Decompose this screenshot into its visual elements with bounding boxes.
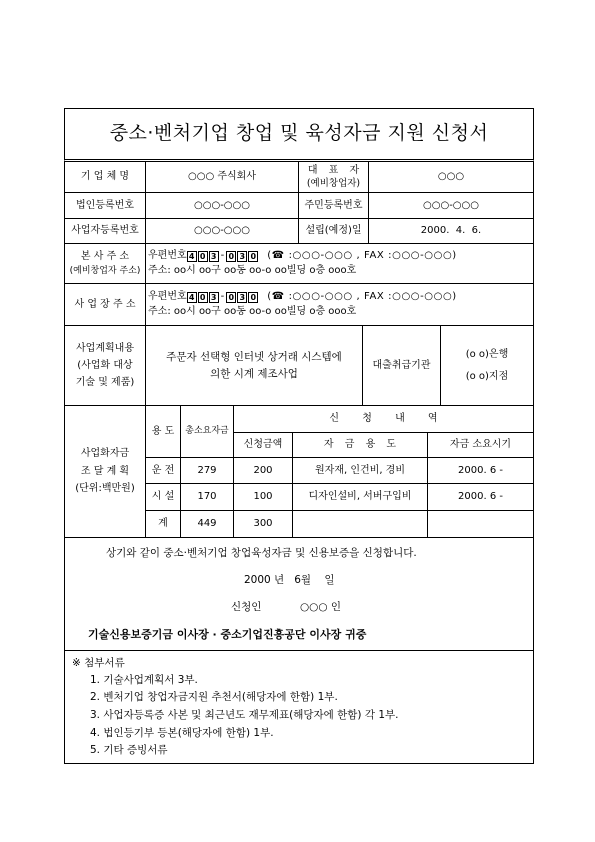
postal-digit: 4 xyxy=(187,251,197,262)
lender-value xyxy=(440,325,534,406)
postal-label: 우편번호 xyxy=(148,291,187,303)
funding-row-purpose: 디자인설비, 서버구입비 xyxy=(292,483,428,511)
company-name-label: 기 업 체 명 xyxy=(64,161,146,193)
funding-row-request: 200 xyxy=(233,457,293,484)
resident-reg-value: ○○○-○○○ xyxy=(368,192,534,219)
attachment-item: 5. 기타 증빙서류 xyxy=(90,744,168,756)
funding-label xyxy=(64,405,146,538)
declaration-date: 2000 년 6월 일 xyxy=(244,574,335,586)
funding-label-line1: 사업화자금 xyxy=(80,448,130,460)
postal-digit: 3 xyxy=(209,251,219,262)
funding-row-timing: 2000. 6 - xyxy=(427,483,534,511)
head-office-label-line2: (예비창업자 주소) xyxy=(69,265,141,276)
funding-label-line2: 조 달 계 획 xyxy=(80,465,130,477)
funding-row-timing: 2000. 6 - xyxy=(427,457,534,484)
postal-label: 우편번호 xyxy=(148,250,187,262)
funding-row-request: 100 xyxy=(233,483,293,511)
postal-digit: 3 xyxy=(237,292,247,303)
funding-header-request-group: 신 청 내 역 xyxy=(233,405,534,433)
lender-branch: (o o)지점 xyxy=(465,370,509,382)
representative-label-line2: (예비창업자) xyxy=(306,178,361,189)
postal-digit: 0 xyxy=(226,292,236,303)
declaration-statement: 상기와 같이 중소·벤처기업 창업육성자금 및 신용보증을 신청합니다. xyxy=(106,547,417,559)
biz-reg-label: 사업자등록번호 xyxy=(64,218,146,244)
postal-digit: 4 xyxy=(187,292,197,303)
corp-reg-value: ○○○-○○○ xyxy=(145,192,299,219)
business-site-label: 사 업 장 주 소 xyxy=(64,283,146,326)
funding-sum-request: 300 xyxy=(233,510,293,538)
head-office-address: 주소: oo시 oo구 oo동 oo-o oo빌딩 o층 ooo호 xyxy=(148,265,357,277)
head-office-label xyxy=(64,243,146,284)
lender-bank: (o o)은행 xyxy=(465,348,509,360)
head-office-address-cell xyxy=(145,243,534,284)
applicant-label: 신청인 xyxy=(231,601,262,613)
plan-label xyxy=(64,325,146,406)
applicant-value: ○○○ 인 xyxy=(300,601,341,613)
attachments-heading: ※ 첨부서류 xyxy=(72,657,125,669)
business-site-postal-line xyxy=(148,290,457,305)
plan-content xyxy=(145,325,363,406)
founding-date-label: 설립(예정)일 xyxy=(298,218,369,244)
postal-digit: 0 xyxy=(248,292,258,303)
funding-label-line3: (단위:백만원) xyxy=(75,483,135,495)
funding-header-total: 총소요자금 xyxy=(180,405,234,458)
postal-digit: 0 xyxy=(226,251,236,262)
head-office-postal-line xyxy=(148,249,457,264)
business-site-contact: (☎ :○○○-○○○ , FAX :○○○-○○○) xyxy=(267,291,457,303)
declaration-addressee: 기술신용보증기금 이사장 · 중소기업진흥공단 이사장 귀중 xyxy=(88,628,367,641)
plan-label-line3: 기술 및 제품) xyxy=(75,377,135,388)
postal-hyphen: - xyxy=(220,250,225,262)
funding-row-use: 운 전 xyxy=(145,457,181,484)
representative-value: ○○○ xyxy=(368,161,534,193)
funding-sum-timing-empty xyxy=(427,510,534,538)
plan-content-line2: 의한 시계 제조사업 xyxy=(210,367,298,380)
postal-digit: 0 xyxy=(198,292,208,303)
title-box xyxy=(64,108,534,162)
attachment-item: 4. 법인등기부 등본(해당자에 한함) 1부. xyxy=(90,727,274,739)
funding-header-timing: 자금 소요시기 xyxy=(427,432,534,458)
plan-label-line2: (사업화 대상 xyxy=(77,360,133,371)
funding-row-use: 시 설 xyxy=(145,483,181,511)
head-office-label-line1: 본 사 주 소 xyxy=(80,250,130,262)
postal-hyphen: - xyxy=(220,291,225,303)
funding-header-request-amount: 신청금액 xyxy=(233,432,293,458)
business-site-address-cell xyxy=(145,283,534,326)
funding-sum-use: 계 xyxy=(145,510,181,538)
postal-digit: 0 xyxy=(198,251,208,262)
funding-row-purpose: 원자재, 인건비, 경비 xyxy=(292,457,428,484)
head-office-contact: (☎ :○○○-○○○ , FAX :○○○-○○○) xyxy=(267,250,457,262)
representative-label-line1: 대 표 자 xyxy=(307,165,360,176)
attachment-item: 2. 벤처기업 창업자금지원 추천서(해당자에 한함) 1부. xyxy=(90,691,338,703)
corp-reg-label: 법인등록번호 xyxy=(64,192,146,219)
attachment-item: 1. 기술사업계획서 3부. xyxy=(90,674,198,686)
representative-label xyxy=(298,161,369,193)
plan-label-line1: 사업계획내용 xyxy=(76,343,134,354)
lender-label: 대출취급기관 xyxy=(362,325,441,406)
funding-sum-purpose-empty xyxy=(292,510,428,538)
founding-date-value: 2000. 4. 6. xyxy=(368,218,534,244)
plan-content-line1: 주문자 선택형 인터넷 상거래 시스템에 xyxy=(166,350,342,363)
funding-row-total: 279 xyxy=(180,457,234,484)
form-title: 중소·벤처기업 창업 및 육성자금 지원 신청서 xyxy=(109,122,489,145)
attachment-item: 3. 사업자등록증 사본 및 최근년도 재무제표(해당자에 한함) 각 1부. xyxy=(90,709,399,721)
postal-digit: 3 xyxy=(237,251,247,262)
company-name-value: ○○○ 주식회사 xyxy=(145,161,299,193)
postal-digit: 0 xyxy=(248,251,258,262)
business-site-address: 주소: oo시 oo구 oo동 oo-o oo빌딩 o층 ooo호 xyxy=(148,306,357,318)
funding-sum-total: 449 xyxy=(180,510,234,538)
biz-reg-value: ○○○-○○○ xyxy=(145,218,299,244)
funding-header-use: 용 도 xyxy=(145,405,181,458)
resident-reg-label: 주민등록번호 xyxy=(298,192,369,219)
postal-digit: 3 xyxy=(209,292,219,303)
funding-header-purpose: 자 금 용 도 xyxy=(292,432,428,458)
funding-row-total: 170 xyxy=(180,483,234,511)
